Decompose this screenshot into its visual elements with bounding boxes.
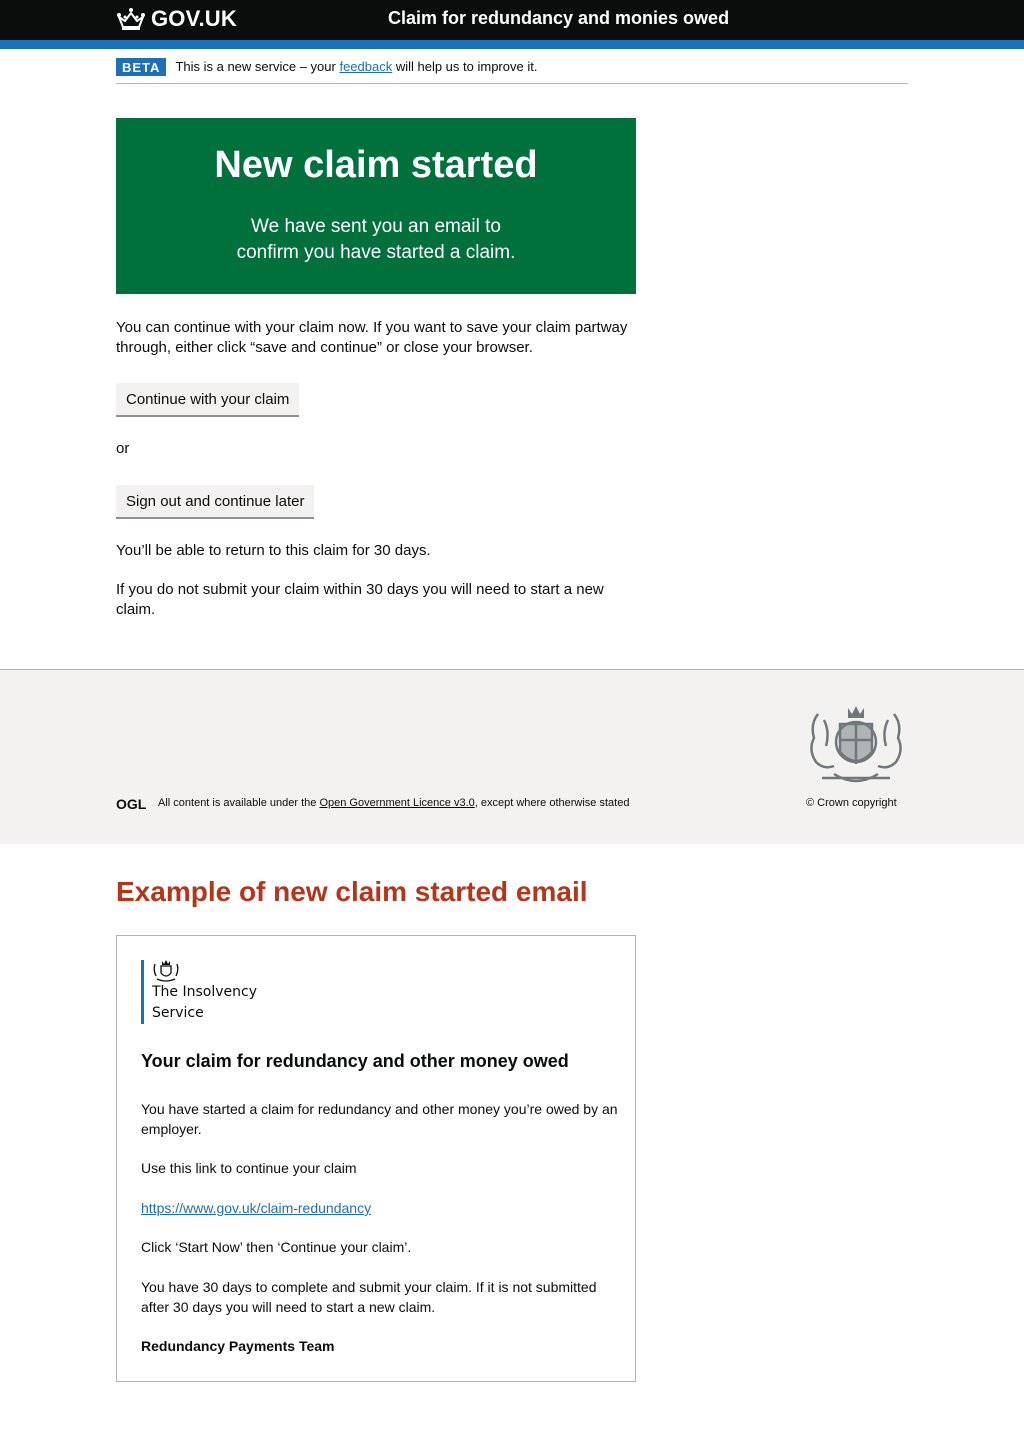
panel-body: We have sent you an email to confirm you have started a claim.	[236, 216, 516, 263]
email-link-paragraph	[141, 1198, 621, 1218]
or-text: or	[116, 440, 130, 457]
return-info-text: You’ll be able to return to this claim for 30 days.	[116, 542, 431, 559]
ogl-logo-icon	[116, 797, 150, 810]
example-email-title: Example of new claim started email	[116, 876, 588, 907]
open-government-licence-link[interactable]: Open Government Licence v3.0	[319, 797, 475, 809]
ogl-logo-text: OGL	[116, 797, 147, 810]
royal-coat-of-arms-icon	[804, 704, 908, 790]
logo-text: GOV.UK	[151, 6, 237, 31]
govuk-header	[0, 0, 1024, 40]
licence-suffix: , except where otherwise stated	[474, 797, 630, 809]
phase-banner-text	[175, 58, 537, 76]
deadline-warning-text: If you do not submit your claim within 30 days you will need to start a new claim.	[116, 581, 604, 618]
crown-icon	[116, 7, 146, 31]
email-paragraph-3: Click ‘Start Now’ then ‘Continue your claim’.	[141, 1239, 412, 1255]
org-name-line2: Service	[152, 1005, 204, 1021]
email-signoff: Redundancy Payments Team	[141, 1338, 335, 1354]
confirmation-panel	[116, 118, 636, 294]
phase-text-before: This is a new service – your	[175, 59, 340, 74]
claim-redundancy-link[interactable]: https://www.gov.uk/claim-redundancy	[141, 1200, 372, 1216]
email-title: Your claim for redundancy and other money owed	[141, 1051, 569, 1071]
email-paragraph-1: You have started a claim for redundancy and other money you’re owed by an employer.	[141, 1101, 618, 1137]
licence-text	[158, 795, 629, 811]
email-example	[116, 935, 636, 1382]
beta-tag: BETA	[116, 58, 166, 76]
email-paragraph-4: You have 30 days to complete and submit your claim. If it is not submitted after 30 days you will need to start a new claim.	[141, 1279, 597, 1315]
header-blue-bar	[0, 40, 1024, 49]
phase-text-after: will help us to improve it.	[392, 59, 538, 74]
govuk-logo-link[interactable]	[116, 5, 237, 33]
continue-claim-button[interactable]: Continue with your claim	[116, 383, 299, 415]
crown-copyright-link[interactable]: © Crown copyright	[806, 797, 897, 809]
crest-small-icon	[152, 960, 180, 982]
feedback-link[interactable]: feedback	[339, 59, 393, 74]
licence-prefix: All content is available under the	[158, 797, 320, 809]
phase-banner	[116, 58, 908, 84]
email-paragraph-2: Use this link to continue your claim	[141, 1160, 357, 1176]
org-name-line1: The Insolvency	[152, 984, 257, 1000]
intro-text: You can continue with your claim now. If you want to save your claim partway through, either click “save and continue” or close your browser.	[116, 319, 628, 356]
organisation-logo	[141, 960, 291, 1024]
service-name[interactable]: Claim for redundancy and monies owed	[388, 8, 730, 28]
govuk-footer	[0, 669, 1024, 844]
panel-title: New claim started	[214, 144, 538, 186]
sign-out-button[interactable]: Sign out and continue later	[116, 485, 314, 517]
